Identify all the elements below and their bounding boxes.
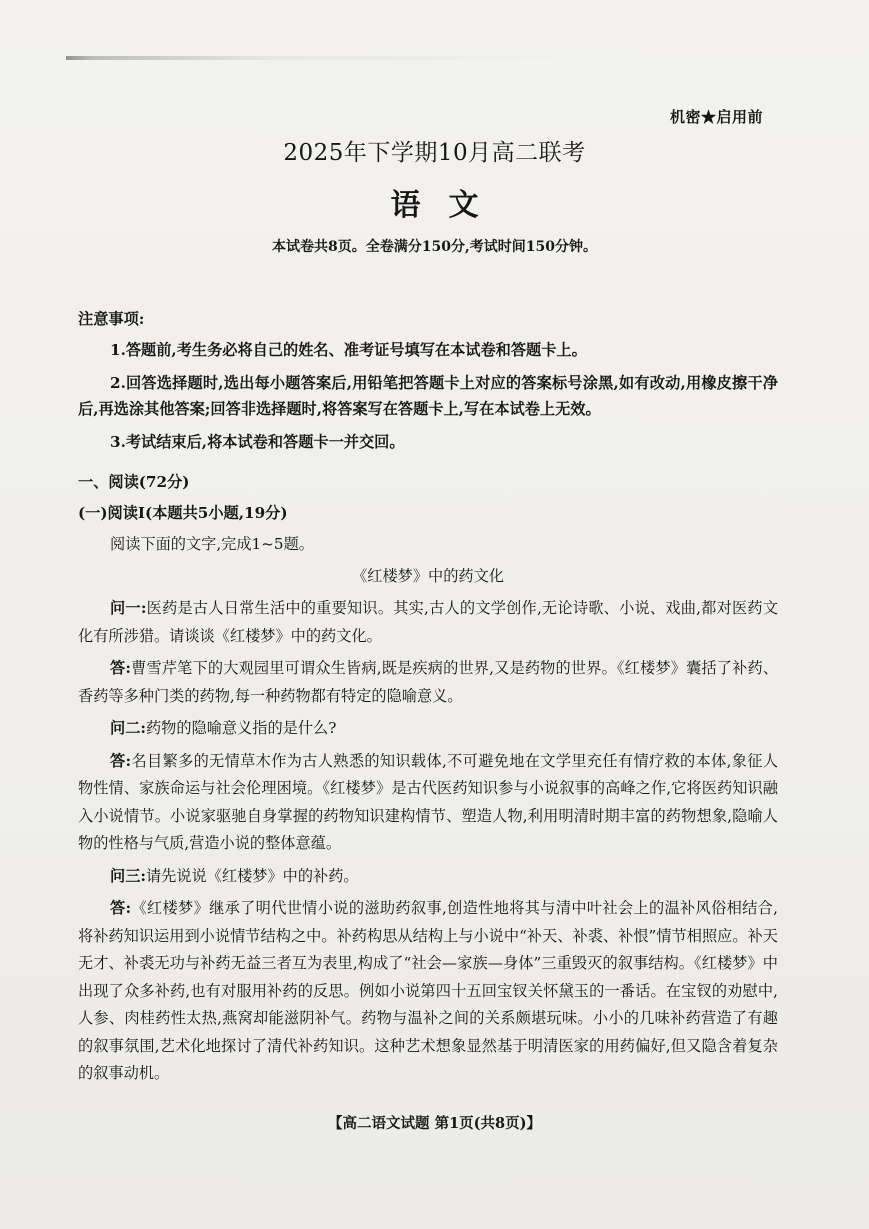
qa-paragraph xyxy=(78,748,778,858)
notice-item: 3.考试结束后,将本试卷和答题卡一并交回。 xyxy=(110,433,405,451)
qa-label: 答: xyxy=(110,659,131,677)
qa-label: 问三: xyxy=(110,866,146,885)
exam-info: 本试卷共8页。全卷满分150分,考试时间150分钟。 xyxy=(271,239,598,255)
qa-label: 问二: xyxy=(110,719,146,737)
page-footer: 【高二语文试题 第1页(共8页)】 xyxy=(328,1115,541,1132)
subject-title: 语文 xyxy=(390,188,507,223)
page-content xyxy=(78,306,778,1093)
confidential-label: 机密★启用前 xyxy=(669,108,763,126)
qa-label: 答: xyxy=(110,751,132,770)
qa-paragraph xyxy=(78,655,778,710)
qa-text: 名目繁多的无情草木作为古人熟悉的知识载体,不可避免地在文学里充任有情疗救的本体,象征人物性情、家族命运与社会伦理困境。《红楼梦》是古代医药知识参与小说叙事的高峰之作,它将医药知识融入小说情节。小说家驱驰自身掌握的药物知识建构情节、塑造人物,利用明清时期丰富的药物想象,隐喻人物的性格与气质,营造小说的整体意蕴。 xyxy=(78,751,779,852)
qa-paragraph xyxy=(78,595,778,650)
qa-text: 医药是古人日常生活中的重要知识。其实,古人的文学创作,无论诗歌、小说、戏曲,都对医药文化有所涉猎。请谈谈《红楼梦》中的药文化。 xyxy=(78,599,779,645)
notice-title: 注意事项: xyxy=(78,310,145,328)
notice-item: 2.回答选择题时,选出每小题答案后,用铅笔把答题卡上对应的答案标号涂黑,如有改动,用橡皮擦干净后,再选涂其他答案;回答非选择题时,将答案写在答题卡上,写在本试卷上无效。 xyxy=(78,374,778,418)
notice-item: 1.答题前,考生务必将自己的姓名、准考证号填写在本试卷和答题卡上。 xyxy=(110,341,587,359)
qa-text: 曹雪芹笔下的大观园里可谓众生皆病,既是疾病的世界,又是药物的世界。《红楼梦》囊括了补药、香药等多种门类的药物,每一种药物都有特定的隐喻意义。 xyxy=(78,659,779,705)
reading-instruction: 阅读下面的文字,完成1~5题。 xyxy=(110,535,314,553)
qa-label: 答: xyxy=(110,899,132,917)
qa-text: 《红楼梦》继承了明代世情小说的滋助药叙事,创造性地将其与清中叶社会上的温补风俗相结合,将补药知识运用到小说情节结构之中。补药构思从结构上与小说中“补天、补裘、补恨”情节相照应。补天无才、补裘无功与补药无益三者互为表里,构成了“社会—家族—身体”三重毁灭的叙事结构。《红楼梦》中出现了众多补药,也有对服用补药的反思。例如小说第四十五回宝钗关怀黛玉的一番话。在宝钗的劝慰中,人参、肉桂药性太热,燕窝却能滋阴补气。药物与温补之间的关系颇堪玩味。小小的几味补药营造了有趣的叙事氛围,艺术化地探讨了清代补药知识。这种艺术想象显然基于明清医家的用药偏好,但又隐含着复杂的叙事动机。 xyxy=(78,899,779,1082)
scan-edge-mark xyxy=(66,56,586,60)
exam-title: 2025年下学期10月高二联考 xyxy=(283,140,586,166)
qa-label: 问一: xyxy=(110,599,147,617)
qa-paragraph xyxy=(78,715,778,743)
qa-text: 药物的隐喻意义指的是什么? xyxy=(145,719,337,737)
subsection-title: (一)阅读Ⅰ(本题共5小题,19分) xyxy=(78,504,288,522)
section-title: 一、阅读(72分) xyxy=(78,473,190,491)
qa-paragraph xyxy=(78,895,778,1088)
article-title: 《红楼梦》中的药文化 xyxy=(352,567,504,585)
qa-text: 请先说说《红楼梦》中的补药。 xyxy=(145,866,359,885)
qa-paragraph xyxy=(78,863,778,891)
